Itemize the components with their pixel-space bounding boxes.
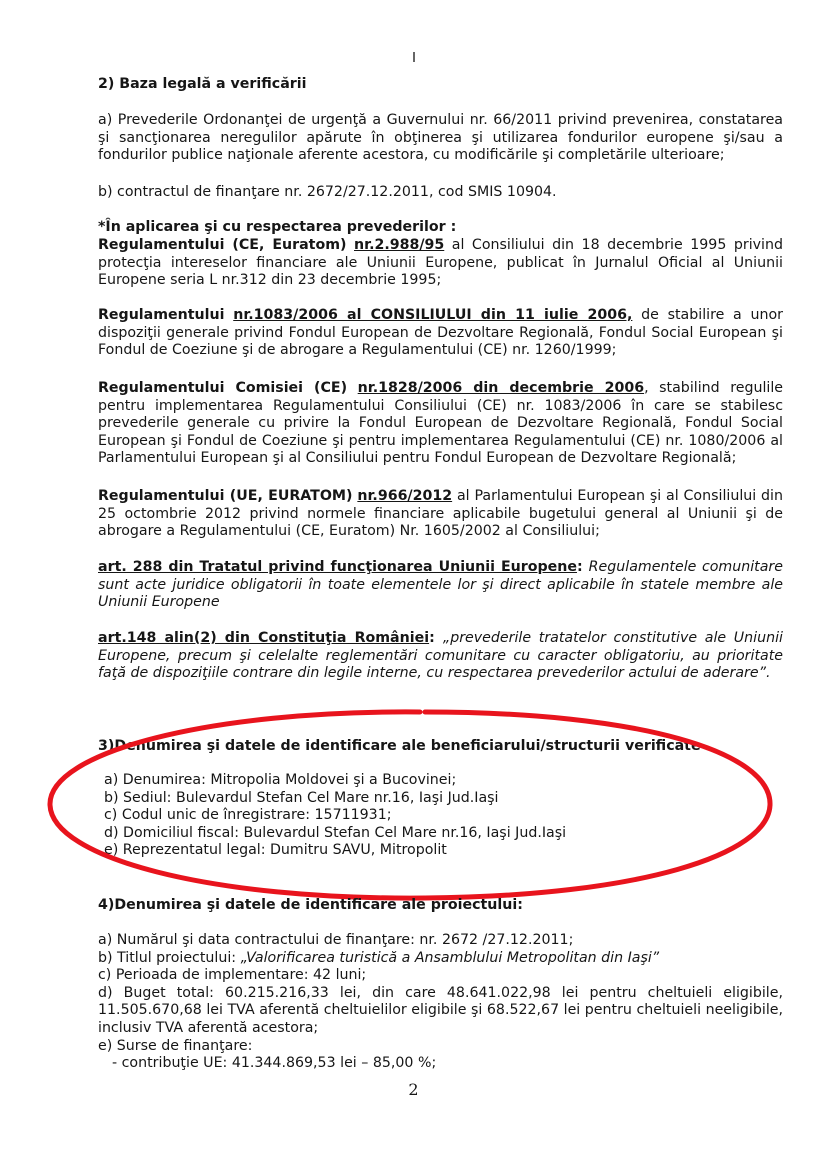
article-separator: : <box>577 559 589 575</box>
article-ref: art. 288 din Tratatul privind funcţionarea Uniunii Europene <box>98 559 578 575</box>
regulation-text: al Parlamentului European şi al Consiliului din 25 octombrie 2012 privind normele financiare aplicabile bugetului general al Uniunii şi de abrogare a Regulamentului (CE, Euratom) Nr. 1605/2002 al Consiliului; <box>98 488 783 540</box>
project-contract: a) Numărul şi data contractului de finanţare: nr. 2672 /27.12.2011; <box>98 932 574 948</box>
section-2-heading: 2) Baza legală a verificării <box>98 76 307 92</box>
section-2-item-a: a) Prevederile Ordonanţei de urgenţă a Guvernului nr. 66/2011 privind prevenirea, constatarea şi sancţionarea neregulilor apărute în obţinerea şi utilizarea fondurilor europene şi/sau a fondurilor publice naţionale aferente acestora, cu modificările şi completările ulterioare; <box>98 112 783 164</box>
regulation-text: de stabilire a unor dispoziţii generale privind Fondul European de Dezvoltare Regională, Fondul Social European şi Fondul de Coeziune şi de abrogare a Regulamentului (CE) nr. 1260/1999; <box>98 307 783 359</box>
regulation-lead: Regulamentului (CE, Euratom) <box>98 237 347 253</box>
regulation-lead: Regulamentului (UE, EURATOM) <box>98 488 353 504</box>
beneficiary-name: a) Denumirea: Mitropolia Moldovei şi a Bucovinei; <box>104 772 457 788</box>
project-funding-sources: e) Surse de finanţare: <box>98 1037 253 1054</box>
article-separator: : <box>429 630 443 646</box>
section-4-heading: 4)Denumirea şi datele de identificare ale proiectului: <box>98 897 523 913</box>
applying-heading: *În aplicarea şi cu respectarea prevederilor : <box>98 219 457 235</box>
regulation-text: al Consiliului din 18 decembrie 1995 privind protecţia intereselor financiare ale Uniunii Europene, publicat în Jurnalul Oficial al Uniunii Europene seria L nr.312 din 23 decembrie 1995; <box>98 237 783 289</box>
beneficiary-legal-representative: e) Reprezentatul legal: Dumitru SAVU, Mitropolit <box>104 842 447 859</box>
project-implementation-period: c) Perioada de implementare: 42 luni; <box>98 967 367 984</box>
project-title-row <box>98 950 783 968</box>
article-text: Regulamentele comunitare sunt acte juridice obligatorii în toate elementele lor şi direct aplicabile în statele membre ale Uniunii Europene <box>98 559 783 611</box>
beneficiary-fiscal-domicile: d) Domiciliul fiscal: Bulevardul Stefan Cel Mare nr.16, Iaşi Jud.Iaşi <box>104 824 567 841</box>
project-title-label: b) Titlul proiectului: <box>98 949 241 966</box>
section-3-heading: 3)Denumirea şi datele de identificare ale beneficiarului/structurii verificate <box>98 738 701 754</box>
regulation-lead: Regulamentului Comisiei (CE) <box>98 380 348 396</box>
page-number: 2 <box>408 1080 419 1099</box>
regulation-text: , stabilind regulile pentru implementarea Regulamentului Consiliului (CE) nr. 1083/2006 în care se stabilesc prevederile generale cu privire la Fondul European de Dezvoltare Regională, Fondul Social European şi Fondul de Coeziune şi pentru implementarea Regulamentului (CE) nr. 1080/2006 al Parlamentului European şi al Consiliului pentru Fondul European de Dezvoltare Regională; <box>98 380 783 467</box>
project-title: „Valorificarea turistică a Ansamblului Metropolitan din Iaşi” <box>240 949 660 966</box>
project-details <box>98 932 783 1073</box>
section-2-item-b: b) contractul de finanţare nr. 2672/27.12.2011, cod SMIS 10904. <box>98 184 557 200</box>
regulation-ref: nr.2.988/95 <box>354 237 445 253</box>
article-text: „prevederile tratatelor constitutive ale Uniunii Europene, precum şi celelalte reglementări comunitare cu caracter obligatoriu, au prioritate faţă de dispoziţiile contrare din legile interne, cu respectarea prevederilor actului de aderare”. <box>98 630 783 682</box>
regulation-ref: nr.1083/2006 al CONSILIULUI din 11 iulie 2006, <box>233 307 633 323</box>
project-budget: d) Buget total: 60.215.216,33 lei, din care 48.641.022,98 lei pentru cheltuieli eligibile, 11.505.670,68 lei TVA aferentă cheltuielilor eligibile şi 68.522,67 lei pentru cheltuieli neeligibile, inclusiv TVA aferentă acestora; <box>98 984 783 1036</box>
regulation-ref: nr.966/2012 <box>357 488 453 504</box>
regulation-lead: Regulamentului <box>98 307 225 323</box>
beneficiary-headquarters: b) Sediul: Bulevardul Stefan Cel Mare nr.16, Iaşi Jud.Iaşi <box>104 789 499 806</box>
regulation-ref: nr.1828/2006 din decembrie 2006 <box>357 380 645 396</box>
article-ref: art.148 alin(2) din Constituţia României <box>98 630 430 646</box>
beneficiary-registration-code: c) Codul unic de înregistrare: 15711931; <box>104 807 392 824</box>
project-eu-contribution: - contribuţie UE: 41.344.869,53 lei – 85,00 %; <box>112 1055 437 1072</box>
